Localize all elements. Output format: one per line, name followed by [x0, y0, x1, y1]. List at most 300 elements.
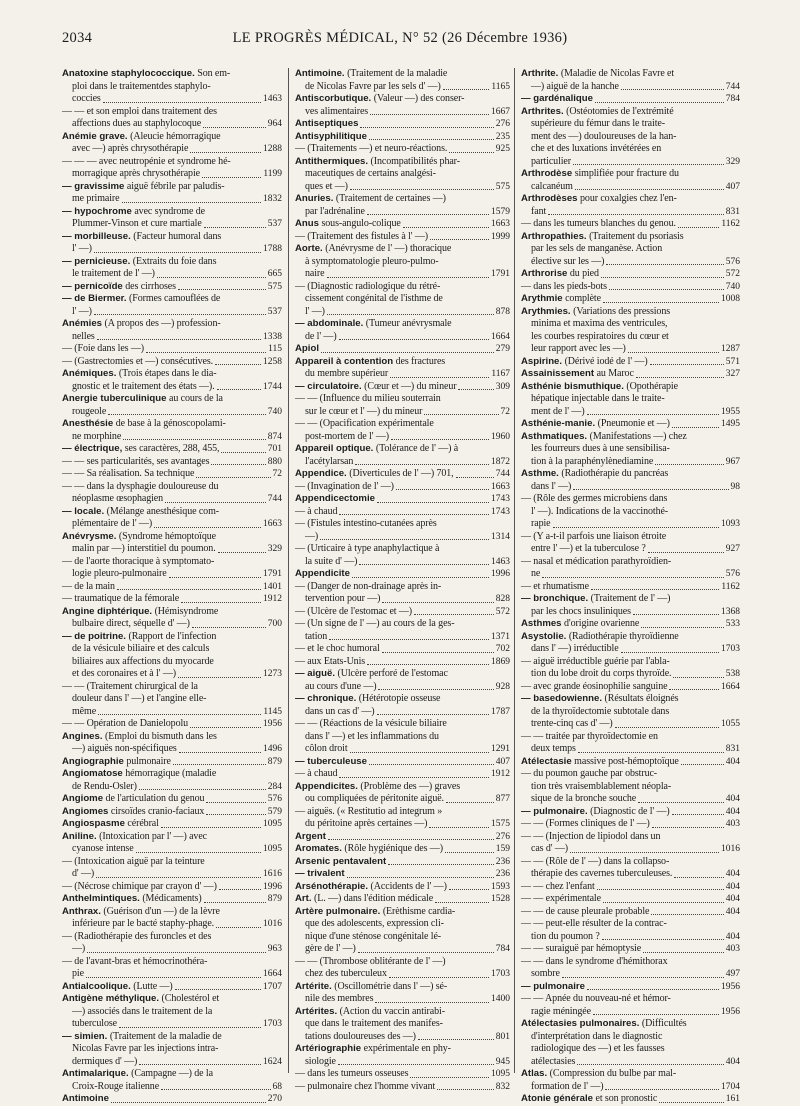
entry-line [62, 706, 282, 719]
leader-dots [202, 177, 261, 178]
entry-headword: — de Biermer. [62, 293, 127, 304]
page-ref: 309 [495, 381, 510, 392]
entry-continuation: deux temps [531, 743, 576, 754]
entry-line [521, 1081, 740, 1094]
leader-dots [347, 877, 494, 878]
entry-text: (Oscillométrie dans l' —) sé- [334, 980, 448, 992]
index-entry [62, 156, 282, 181]
entry-line [521, 356, 740, 369]
entry-line [295, 156, 510, 169]
index-entry [295, 893, 510, 906]
entry-continuation: radiologique des —) et les fausses [531, 1043, 665, 1054]
entry-continuation: affections dues au staphylocoque [72, 118, 202, 129]
entry-continuation: les fourreurs dues à une sensibilisa- [531, 443, 670, 454]
page-ref: 279 [495, 344, 510, 354]
entry-headword: Asthénie-manie. [521, 418, 596, 429]
entry-text: (Diagnostic de l' —) [590, 805, 670, 817]
index-entry [295, 243, 510, 281]
entry-text: (Tolérance de l' —) à [375, 443, 459, 454]
entry-continuation: ques et —) [305, 180, 348, 192]
entry-text: — (Danger de non-drainage après in- [295, 580, 442, 592]
entry-line [295, 1081, 510, 1094]
page-ref: 1707 [263, 981, 282, 992]
entry-headword: Arthrite. [521, 68, 559, 79]
entry-line-text [531, 1006, 591, 1019]
index-entry [521, 581, 740, 594]
entry-line [62, 931, 282, 944]
entry-continuation: de Rendu-Osler) [72, 780, 137, 792]
entry-line [521, 906, 740, 919]
leader-dots [355, 464, 489, 465]
entry-line-text [521, 418, 670, 431]
page-ref: 1199 [263, 169, 282, 179]
leader-dots [650, 364, 724, 365]
page-ref: 1667 [491, 106, 510, 117]
entry-line-text [305, 593, 380, 606]
leader-dots [388, 864, 494, 865]
entry-line-text [295, 756, 367, 769]
entry-headword: — pulmonaire [521, 980, 585, 992]
page-ref: 874 [267, 431, 282, 442]
entry-text: — — (Formes cliniques de l' —) [521, 818, 650, 829]
leader-dots [87, 952, 266, 953]
index-entry [521, 68, 740, 93]
entry-text: — — Opération de Danielopolu [62, 718, 189, 729]
entry-line [295, 756, 510, 769]
index-entry [521, 893, 740, 906]
entry-line-text [295, 231, 428, 244]
entry-line [295, 893, 510, 906]
page-ref: 1791 [263, 569, 282, 579]
entry-line [62, 643, 282, 656]
entry-line [295, 431, 510, 444]
entry-line [521, 631, 740, 644]
entry-headword: Angiomatose [62, 768, 123, 779]
entry-continuation: le traitement de l' —) [72, 268, 155, 279]
entry-line-text [305, 631, 327, 644]
entry-headword: — pulmonaire. [521, 805, 588, 817]
entry-line [521, 881, 740, 894]
entry-line-text [62, 756, 171, 769]
page-ref: 407 [725, 181, 740, 192]
leader-dots [633, 614, 719, 615]
entry-line [62, 606, 282, 619]
entry-headword: Artère pulmonaire. [295, 905, 381, 917]
entry-line-text [531, 868, 672, 881]
page-ref: 1663 [263, 519, 282, 529]
entry-line [521, 281, 740, 294]
entry-continuation: coccies [72, 93, 101, 104]
entry-line-text [305, 706, 375, 719]
entry-line [521, 568, 740, 581]
leader-dots [378, 689, 493, 690]
entry-line [295, 631, 510, 644]
entry-line [521, 218, 740, 231]
leader-dots [136, 852, 261, 853]
entry-line-text [305, 681, 376, 694]
leader-dots [377, 502, 489, 503]
page-ref: 403 [725, 819, 740, 829]
entry-continuation: che et des luxations invétérées en [531, 143, 662, 154]
entry-headword: Asthme. [521, 468, 559, 479]
leader-dots [605, 1089, 719, 1090]
leader-dots [573, 489, 728, 490]
index-entry [295, 418, 510, 443]
entry-headword: Antiscorbutique. [295, 93, 372, 104]
entry-continuation: dans l' —) [531, 480, 572, 492]
page-ref: 1167 [491, 369, 510, 379]
entry-line-text [295, 643, 380, 656]
entry-line [521, 781, 740, 794]
entry-line-text [295, 506, 337, 519]
entry-headword: — aiguë. [295, 668, 335, 679]
entry-text: — — (Thrombose oblitérante de l' —) [295, 955, 446, 967]
page-ref: 1016 [263, 919, 282, 929]
entry-line [295, 643, 510, 656]
leader-dots [648, 552, 724, 553]
index-entry [62, 856, 282, 881]
entry-line [62, 1031, 282, 1044]
index-entry [521, 731, 740, 756]
entry-continuation: d'interprétation dans le diagnostic [531, 1030, 663, 1042]
entry-line [62, 293, 282, 306]
entry-line [521, 743, 740, 756]
index-entry [521, 981, 740, 994]
entry-line [62, 768, 282, 781]
page-ref: 572 [495, 606, 510, 617]
entry-line [295, 306, 510, 319]
entry-line-text [531, 456, 653, 469]
entry-continuation: de l' —) [305, 330, 337, 342]
entry-line [295, 418, 510, 431]
entry-line [521, 793, 740, 806]
page-ref: 1956 [721, 1006, 740, 1017]
entry-line [62, 506, 282, 519]
entry-line [295, 931, 510, 944]
entry-line [62, 1043, 282, 1056]
entry-line-text [305, 993, 373, 1006]
leader-dots [216, 927, 261, 928]
index-entry [295, 543, 510, 568]
page-ref: 1664 [263, 969, 282, 979]
entry-line-text [72, 943, 85, 956]
leader-dots [321, 352, 494, 353]
entry-line-text [295, 606, 412, 619]
entry-line-text [72, 781, 137, 794]
entry-line [295, 743, 510, 756]
entry-line [62, 456, 282, 469]
page-ref: 828 [495, 594, 510, 604]
entry-line [295, 706, 510, 719]
entry-text: (Pneumonie et —) [597, 418, 670, 429]
entry-line [62, 843, 282, 856]
leader-dots [196, 477, 270, 478]
entry-continuation: malin par —) interstitiel du poumon. [72, 543, 216, 554]
entry-line-text [295, 868, 345, 881]
index-entry [62, 993, 282, 1031]
entry-continuation: plémentaire de l' —) [72, 518, 153, 529]
entry-headword: Antigène méthylique. [62, 993, 160, 1004]
index-entry [62, 443, 282, 456]
entry-line [62, 168, 282, 181]
page-ref: 744 [267, 494, 282, 504]
leader-dots [98, 714, 261, 715]
leader-dots [382, 602, 493, 603]
leader-dots [192, 627, 266, 628]
entry-line [521, 393, 740, 406]
entry-line-text [531, 668, 671, 681]
leader-dots [578, 752, 724, 753]
entry-line-text [295, 218, 401, 231]
entry-line [521, 143, 740, 156]
entry-headword: — circulatoire. [295, 380, 362, 392]
entry-continuation: au cours d'une —) [305, 680, 377, 692]
entry-line [62, 656, 282, 669]
leader-dots [339, 339, 489, 340]
leader-dots [178, 677, 261, 678]
leader-dots [221, 452, 265, 453]
leader-dots [659, 1102, 724, 1103]
entry-line [295, 918, 510, 931]
entry-line-text [531, 543, 646, 556]
entry-headword: Anergie tuberculinique [62, 393, 167, 404]
page-ref: 533 [725, 619, 740, 629]
page-ref: 270 [267, 1094, 282, 1104]
entry-line-text [295, 893, 433, 906]
entry-line-text [531, 718, 613, 731]
entry-line [62, 1068, 282, 1081]
entry-headword: Asystolie. [521, 630, 567, 642]
entry-line [62, 631, 282, 644]
entry-continuation: bulbaire direct, séquelle d' —) [72, 618, 190, 629]
page-ref: 404 [725, 906, 740, 917]
entry-continuation: naire [305, 268, 325, 279]
leader-dots [215, 364, 261, 365]
entry-line-text [305, 1056, 336, 1069]
index-column-left [62, 68, 288, 1104]
page-ref: 801 [495, 1031, 510, 1042]
entry-text: — avec grande éosinophilie sanguine [521, 680, 668, 692]
entry-line [521, 706, 740, 719]
entry-continuation: de Nicolas Favre par les sels d' —) [305, 80, 441, 92]
entry-line [521, 368, 740, 381]
entry-text: (Difficultés [641, 1018, 687, 1029]
index-entry [521, 556, 740, 581]
entry-continuation: rougeole [72, 405, 107, 417]
entry-text: (Mélange anesthésique com- [106, 505, 219, 517]
entry-line [62, 856, 282, 869]
entry-line [521, 606, 740, 619]
index-entry [295, 781, 510, 806]
entry-text: (Aleucie hémorragique [130, 130, 221, 142]
leader-dots [456, 477, 494, 478]
page-ref: 1371 [491, 631, 510, 642]
page-ref: 740 [267, 406, 282, 417]
entry-line [62, 781, 282, 794]
entry-line-text [521, 981, 585, 994]
entry-continuation: néoplasme œsophagien [72, 493, 164, 504]
entry-continuation: siologie [305, 1055, 336, 1067]
entry-line [295, 1031, 510, 1044]
page-ref: 1463 [491, 556, 510, 567]
index-entry [62, 806, 282, 819]
page-header [62, 30, 738, 50]
entry-line-text [62, 443, 219, 456]
index-entry [295, 318, 510, 343]
leader-dots [446, 802, 494, 803]
leader-dots [391, 439, 489, 440]
entry-text: — (Invagination de l' —) [295, 480, 394, 492]
entry-line-text [521, 368, 634, 381]
entry-continuation: —) [305, 530, 319, 542]
leader-dots [369, 764, 494, 765]
entry-headword: — basedowienne. [521, 693, 603, 704]
entry-continuation: par les chocs insuliniques [531, 605, 631, 617]
index-entry [295, 156, 510, 194]
entry-line [62, 131, 282, 144]
index-entry [62, 68, 282, 106]
entry-text: (Ostéotomies de l'extrémité [566, 105, 674, 117]
page-ref: 879 [267, 894, 282, 904]
entry-line [295, 1068, 510, 1081]
index-entry [62, 581, 282, 594]
leader-dots [669, 689, 719, 690]
page-ref: 832 [495, 1081, 510, 1092]
entry-line [521, 293, 740, 306]
index-entry [295, 568, 510, 581]
entry-line-text [72, 243, 92, 256]
index-entry [521, 418, 740, 431]
index-entry [295, 231, 510, 244]
entry-line [521, 918, 740, 931]
entry-text: d'origine ovarienne [564, 618, 640, 629]
index-entry [295, 93, 510, 118]
entry-line [62, 1006, 282, 1019]
entry-line [295, 781, 510, 794]
entry-line [521, 431, 740, 444]
entry-line [62, 756, 282, 769]
entry-line [62, 681, 282, 694]
entry-text: — de l'aorte thoracique à symptomato- [62, 555, 215, 567]
entry-line [62, 868, 282, 881]
entry-continuation: ou compliquées de péritonite aiguë. [305, 793, 444, 804]
entry-line [62, 343, 282, 356]
entry-line [62, 731, 282, 744]
entry-headword: Antithermiques. [295, 155, 369, 167]
leader-dots [103, 102, 261, 103]
entry-continuation: ne morphine [72, 430, 122, 442]
leader-dots [641, 627, 724, 628]
page-ref: 537 [267, 219, 282, 229]
index-entry [295, 481, 510, 494]
entry-line [295, 1043, 510, 1056]
entry-line [62, 68, 282, 81]
entry-line-text [521, 356, 648, 369]
entry-headword: — morbilleuse. [62, 230, 131, 242]
entry-headword: Artérite. [295, 980, 332, 992]
entry-line-text [521, 756, 679, 769]
entry-line-text [305, 81, 441, 94]
page-ref: 404 [725, 869, 740, 879]
page-ref: 1579 [491, 206, 510, 217]
entry-line [521, 1043, 740, 1056]
page-ref: 877 [495, 794, 510, 804]
leader-dots [382, 652, 494, 653]
page-ref: 1703 [491, 969, 510, 979]
entry-text: — (Y a-t-il parfois une liaison étroite [521, 530, 667, 542]
index-entry [62, 593, 282, 606]
index-entry [521, 356, 740, 369]
entry-continuation: tion du poumon ? [531, 930, 600, 942]
leader-dots [175, 989, 261, 990]
page-ref: 404 [725, 756, 740, 767]
entry-line-text [531, 1056, 575, 1069]
entry-text: simplifiée pour fracture du [574, 168, 679, 179]
entry-line [62, 156, 282, 169]
entry-line [62, 556, 282, 569]
entry-headword: Artérites. [295, 1005, 338, 1017]
leader-dots [672, 814, 724, 815]
entry-line [62, 968, 282, 981]
entry-continuation: cyanose intense [72, 843, 134, 854]
leader-dots [97, 339, 261, 340]
entry-line-text [305, 368, 388, 381]
entry-headword: Anatoxine staphylococcique. [62, 68, 195, 79]
entry-text: (Cœur et —) du mineur [364, 380, 457, 392]
entry-line [62, 831, 282, 844]
leader-dots [350, 189, 494, 190]
entry-headword: Atonie générale [521, 1093, 593, 1104]
entry-line-text [521, 281, 607, 294]
entry-line [295, 556, 510, 569]
entry-text: — dans les tumeurs osseuses [295, 1068, 409, 1079]
entry-line [62, 918, 282, 931]
leader-dots [119, 1027, 261, 1028]
entry-text: massive post-hémoptoïque [574, 755, 679, 767]
index-entry [62, 768, 282, 793]
entry-line-text [295, 468, 454, 481]
entry-text: (Facteur humoral dans [133, 230, 222, 242]
entry-line-text [305, 1031, 416, 1044]
entry-line-text [62, 593, 179, 606]
entry-line [295, 143, 510, 156]
entry-headword: Anémiques. [62, 368, 117, 379]
entry-text: (Trois étapes dans le dia- [118, 368, 217, 379]
entry-headword: Antimalarique. [62, 1068, 129, 1079]
index-entry [295, 493, 510, 506]
leader-dots [350, 752, 489, 753]
entry-line [62, 356, 282, 369]
entry-text: — — (Injection de lipiodol dans un [521, 830, 661, 842]
entry-headword: Appendice. [295, 468, 347, 479]
entry-line [62, 318, 282, 331]
entry-headword: Antialcoolique. [62, 980, 131, 992]
entry-line-text [305, 818, 427, 831]
entry-line [62, 568, 282, 581]
running-title: LE PROGRÈS MÉDICAL, N° 52 (26 Décembre 1936) [232, 30, 568, 46]
entry-line [62, 981, 282, 994]
page-ref: 1955 [721, 406, 740, 417]
entry-line-text [521, 1093, 657, 1106]
leader-dots [621, 89, 724, 90]
entry-line-text [305, 456, 353, 469]
page-ref: 1288 [263, 144, 282, 154]
entry-continuation: de la thyroïdectomie subtotale dans [531, 705, 670, 717]
leader-dots [358, 952, 494, 953]
entry-headword: — simien. [62, 1030, 108, 1042]
leader-dots [603, 302, 719, 303]
entry-line [62, 1018, 282, 1031]
